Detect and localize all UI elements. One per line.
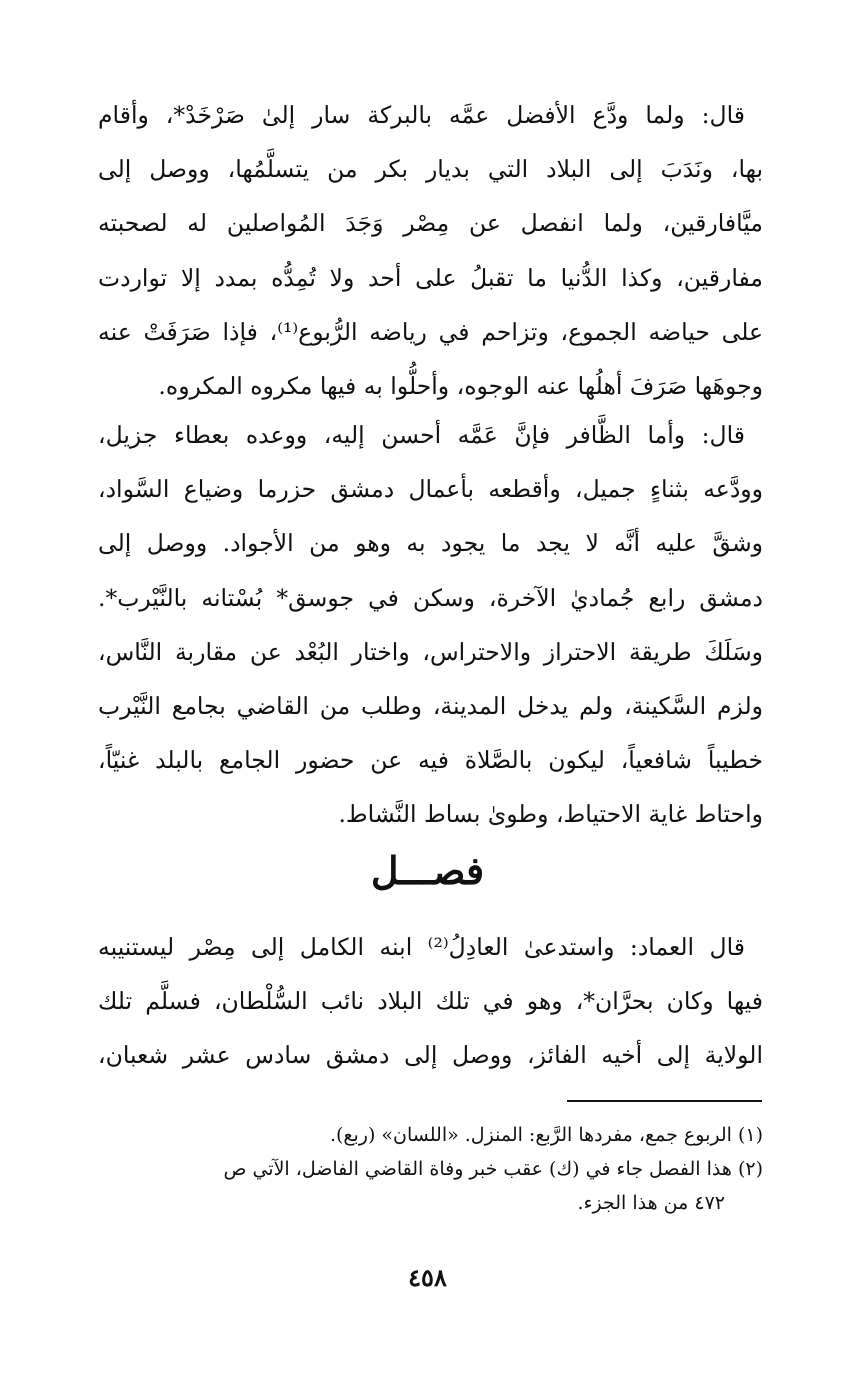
text-line: قال: وأما الظَّافر فإنَّ عَمَّه أحسن إليه، ووعده بعطاء جزيل،	[98, 421, 745, 449]
text-line: دمشق رابع جُماديٰ الآخرة، وسكن في جوسق* بُسْتانه بالنَّيْرب*.	[98, 583, 763, 612]
page-number: ٤٥٨	[408, 1263, 447, 1292]
text-line: ولزم السَّكينة، ولم يدخل المدينة، وطلب من القاضي بجامع النَّيْرب	[98, 691, 763, 720]
footnote-divider	[567, 1100, 762, 1102]
text-line: واحتاط غاية الاحتياط، وطوىٰ بساط النَّشاط.	[338, 800, 763, 829]
footnote-1: (١) الربوع جمع، مفردها الرَّبع: المنزل. «اللسان» (ربع).	[329, 1124, 763, 1146]
text-line: وودَّعه بثناءٍ جميل، وأقطعه بأعمال دمشق حزرما وضياع السَّواد،	[98, 475, 763, 504]
text-line: الولاية إلى أخيه الفائز، ووصل إلى دمشق سادس عشر شعبان،	[98, 1041, 763, 1070]
footnote-2-continuation: ٤٧٢ من هذا الجزء.	[577, 1192, 725, 1214]
text-line: قال العماد: واستدعىٰ العادِلُ⁽²⁾ ابنه الكامل إلى مِصْر ليستنيبه	[98, 933, 746, 961]
text-line: قال: ولما ودَّع الأفضل عمَّه بالبركة سار إلىٰ صَرْخَدْ*، وأقام	[98, 101, 745, 129]
text-line: وسَلَكَ طريقة الاحتراز والاحتراس، واختار البُعْد عن مقاربة النَّاس،	[98, 637, 763, 666]
text-line: ميَّافارقين، ولما انفصل عن مِصْر وَجَدَ المُواصلين له لصحبته	[98, 209, 763, 238]
text-line: فيها وكان بحرَّان*، وهو في تلك البلاد نائب السُّلْطان، فسلَّم تلك	[98, 987, 763, 1016]
text-line: وشقَّ عليه أنَّه لا يجد ما يجود به وهو من الأجواد. ووصل إلى	[98, 529, 763, 558]
paragraph-3	[98, 920, 763, 1083]
footnote-2: (٢) هذا الفصل جاء في (ك) عقب خبر وفاة القاضي الفاضل، الآتي ص	[223, 1158, 763, 1180]
paragraph-2	[98, 408, 763, 842]
text-line: وجوهَها صَرَفَ أهلُها عنه الوجوه، وأحلُّوا به فيها مكروه المكروه.	[158, 371, 763, 400]
paragraph-1	[98, 88, 763, 413]
section-heading: فصـــل	[370, 848, 485, 893]
text-line: على حياضه الجموع، وتزاحم في رياضه الرُّبوع⁽¹⁾، فإذا صَرَفَتْ عنه	[98, 317, 763, 346]
text-line: بها، ونَدَبَ إلى البلاد التي بديار بكر من يتسلَّمُها، ووصل إلى	[98, 155, 763, 184]
footnotes	[98, 1118, 763, 1220]
text-line: خطيباً شافعياً، ليكون بالصَّلاة فيه عن حضور الجامع بالبلد غنيّاً،	[98, 746, 763, 775]
text-line: مفارقين، وكذا الدُّنيا ما تقبلُ على أحد ولا تُمِدُّه بمدد إلا تواردت	[98, 263, 763, 292]
